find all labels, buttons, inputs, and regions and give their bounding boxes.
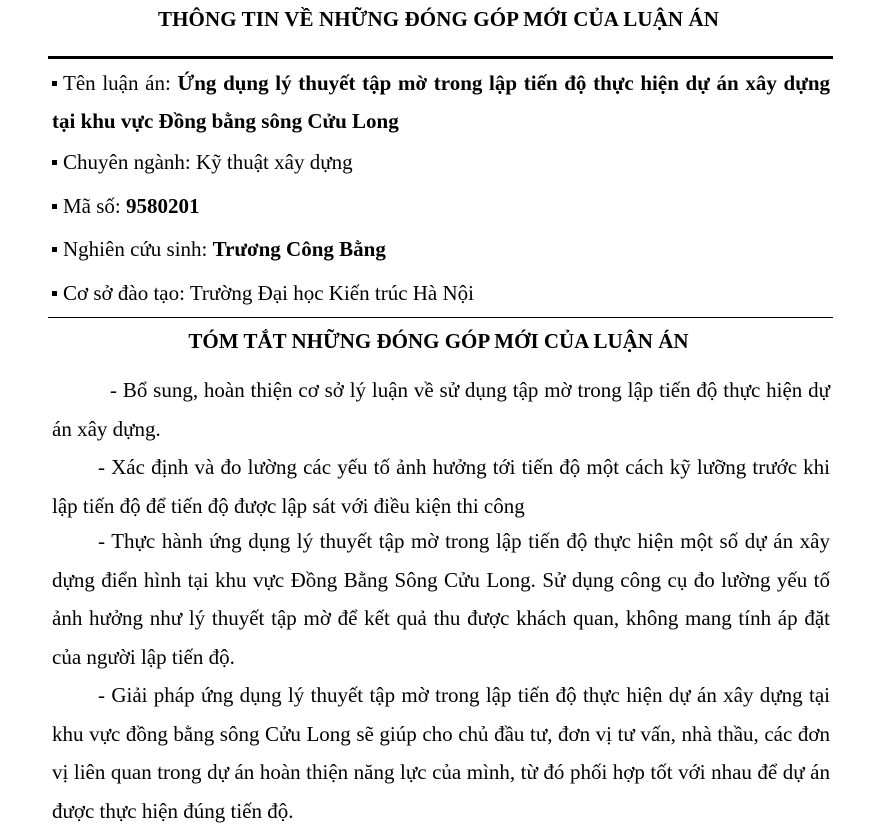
thesis-label: Tên luận án: xyxy=(63,71,171,95)
institution-line xyxy=(52,274,830,312)
bullet-icon xyxy=(52,291,57,296)
code-value: 9580201 xyxy=(126,194,200,218)
thesis-title: Ứng dụng lý thuyết tập mờ trong lập tiến độ thực hiện dự án xây dựng tại khu vực Đồng bằng sông Cửu Long xyxy=(52,71,831,133)
institution-label: Cơ sở đào tạo: xyxy=(63,281,185,305)
student-label: Nghiên cứu sinh: xyxy=(63,237,208,261)
bullet-icon xyxy=(52,160,57,165)
page-title: THÔNG TIN VỀ NHỮNG ĐÓNG GÓP MỚI CỦA LUẬN ÁN xyxy=(157,7,720,31)
major-value: Kỹ thuật xây dựng xyxy=(195,150,353,174)
bullet-icon xyxy=(52,247,57,252)
bullet-icon xyxy=(52,81,57,86)
code-line xyxy=(52,187,830,225)
thesis-title-line xyxy=(52,64,830,140)
summary-paragraph: - Bổ sung, hoàn thiện cơ sở lý luận về sử dụng tập mờ trong lập tiến độ thực hiện dự án xây dựng. xyxy=(52,378,830,441)
summary-title: TÓM TẮT NHỮNG ĐÓNG GÓP MỚI CỦA LUẬN ÁN xyxy=(188,329,689,353)
institution-value: Trường Đại học Kiến trúc Hà Nội xyxy=(189,281,474,305)
code-label: Mã số: xyxy=(63,194,121,218)
section-divider xyxy=(48,317,833,318)
summary-paragraph: - Xác định và đo lường các yếu tố ảnh hưởng tới tiến độ một cách kỹ lưỡng trước khi lập tiến độ để tiến độ được lập sát với điều kiện thi công xyxy=(52,455,830,518)
major-label: Chuyên ngành: xyxy=(63,150,191,174)
student-value: Trương Công Bằng xyxy=(212,237,386,261)
summary-paragraph: - Thực hành ứng dụng lý thuyết tập mờ trong lập tiến độ thực hiện một số dự án xây dựng điển hình tại khu vực Đồng Bằng Sông Cửu Long. Sử dụng công cụ đo lường yếu tố ảnh hưởng như lý thuyết tập mờ để kết quả thu được khách quan, không mang tính áp đặt của người lập tiến độ. xyxy=(52,529,830,669)
summary-paragraph: - Giải pháp ứng dụng lý thuyết tập mờ trong lập tiến độ thực hiện dự án xây dựng tại khu vực đồng bằng sông Cửu Long sẽ giúp cho chủ đầu tư, đơn vị tư vấn, nhà thầu, các đơn vị liên quan trong dự án hoàn thiện năng lực của mình, từ đó phối hợp tốt với nhau để dự án được thực hiện đúng tiến độ. xyxy=(52,683,830,823)
bullet-icon xyxy=(52,204,57,209)
student-line xyxy=(52,230,830,268)
title-divider xyxy=(48,56,833,59)
major-line xyxy=(52,143,830,181)
